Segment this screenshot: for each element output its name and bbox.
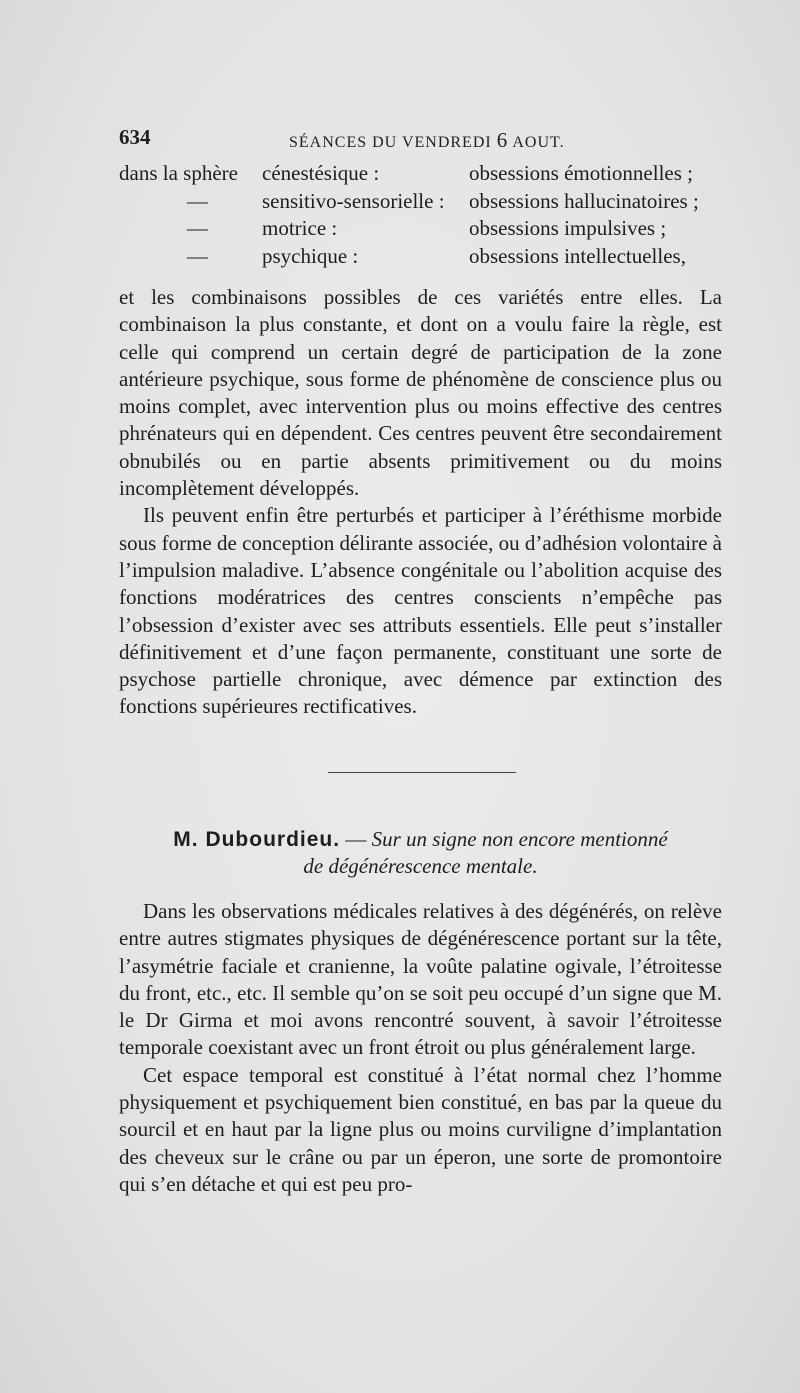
enumeration-row bbox=[119, 215, 722, 243]
ditto-dash: — bbox=[187, 243, 208, 268]
obsession-type: obsessions intellectuelles, bbox=[469, 243, 686, 268]
paragraph: et les combinaisons possibles de ces variétés entre elles. La combinaison la plus constante, et dont on a voulu faire la règle, est celle qui comprend un certain degré de participation de la zone antérieure psychique, sous forme de phénomène de conscience plus ou moins complet, avec intervention plus ou moins effective des centres phrénateurs qui en dépendent. Ces centres peuvent être secondairement obnubilés ou en partie absents primitivement ou du moins incomplètement développés. bbox=[119, 285, 722, 501]
enumeration-row bbox=[119, 160, 722, 188]
sphere-name: cénestésique : bbox=[262, 161, 380, 185]
heading-dash: — bbox=[345, 827, 367, 851]
sphere-name: psychique : bbox=[262, 243, 359, 268]
section-divider bbox=[328, 772, 516, 773]
enumeration-intro: dans la sphère bbox=[119, 161, 238, 185]
obsession-type: obsessions émotionnelles ; bbox=[469, 161, 693, 185]
paragraph: Ils peuvent enfin être perturbés et participer à l’éréthisme morbide sous forme de conception délirante associée, ou d’adhésion volontaire à l’impulsion maladive. L’absence congénitale ou l’abolition acquise des fonctions modératrices des centres conscients n’empêche pas l’obsession d’exister avec ses attributs essentiels. Elle peut s’installer définitivement et d’une façon permanente, constituant une sorte de psychose partielle chronique, avec démence par extinction des fonctions supérieures rectificatives. bbox=[119, 503, 722, 719]
obsession-type: obsessions impulsives ; bbox=[469, 216, 667, 240]
sphere-name: motrice : bbox=[262, 216, 338, 240]
body-text-section-1 bbox=[119, 284, 722, 721]
running-title-day: 6 bbox=[496, 128, 509, 152]
body-text-section-2 bbox=[119, 898, 722, 1198]
article-title-line-1: Sur un signe non encore mentionné bbox=[371, 827, 668, 851]
enumeration-row bbox=[119, 188, 722, 216]
enumeration-row bbox=[119, 243, 722, 271]
obsession-type: obsessions hallucinatoires ; bbox=[469, 188, 699, 213]
running-title-month: AOUT. bbox=[512, 134, 565, 151]
ditto-dash: — bbox=[187, 188, 208, 213]
sphere-enumeration bbox=[119, 160, 722, 270]
article-heading-line-1 bbox=[119, 826, 722, 853]
article-title-line-2: de dégénérescence mentale. bbox=[303, 854, 538, 878]
paragraph: Cet espace temporal est constitué à l’état normal chez l’homme physiquement et psychiquement bien constitué, en bas par la queue du sourcil et en haut par la ligne plus ou moins curviligne d’implantation des cheveux sur le crâne ou par un éperon, une sorte de promontoire qui s’en détache et qui est peu pro- bbox=[119, 1062, 722, 1196]
running-title bbox=[289, 128, 565, 153]
author-name: M. Dubourdieu. bbox=[173, 828, 341, 851]
ditto-dash: — bbox=[187, 216, 208, 240]
running-title-text: SÉANCES DU VENDREDI bbox=[289, 134, 492, 151]
sphere-name: sensitivo-sensorielle : bbox=[262, 188, 445, 213]
running-header bbox=[119, 125, 722, 155]
article-heading bbox=[119, 826, 722, 880]
paragraph: Dans les observations médicales relatives à des dégénérés, on relève entre autres stigmates physiques de dégénérescence portant sur la tête, l’asymétrie faciale et cranienne, la voûte palatine ogivale, l’étroitesse du front, etc., etc. Il semble qu’on se soit peu occupé d’un signe que M. le Dr Girma et moi avons rencontré souvent, à savoir l’étroitesse temporale coexistant avec un front étroit ou plus généralement large. bbox=[119, 899, 722, 1060]
page-number: 634 bbox=[119, 125, 151, 149]
